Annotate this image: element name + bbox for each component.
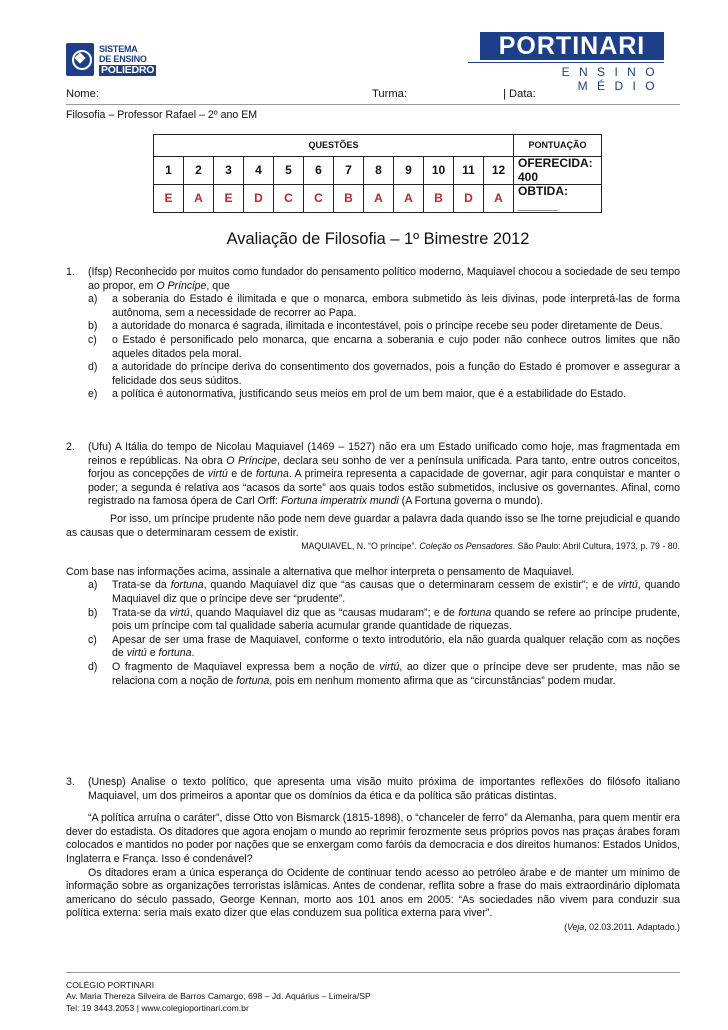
logo-line-2: DE ENSINO xyxy=(99,54,147,64)
answer-letter: A xyxy=(484,185,514,213)
question-number: 11 xyxy=(454,157,484,185)
answer-letter: A xyxy=(184,185,214,213)
option-text: Apesar de ser uma frase de Maquiavel, conforme o texto introdutório, ela não guarda qualquer relação com as noções de xyxy=(112,633,680,660)
option-text: , ao dizer que o príncipe deve ser prudente, mas não se relaciona com a noção de xyxy=(112,660,680,687)
text-paragraph-1: “A política arruína o caráter”, disse Otto von Bismarck (1815-1898), o “chanceler de ferro” da Alemanha, para quem mentir era dever do estadista. Os ditadores que agora enojam o mundo ao reprimir ferozmente seus próprios povos nas praças árabes foram colocados e mantidos no poder por nações que se enxergam como faróis da democracia e dos direitos humanos: Estados Unidos, Inglaterra e França. Isso é condenável? xyxy=(66,812,680,865)
obtida-score: OBTIDA: ______ xyxy=(514,185,602,213)
answer-key-table xyxy=(153,134,602,213)
question-3 xyxy=(66,776,680,935)
stem-italic: Fortuna imperatrix mundi xyxy=(280,495,399,508)
question-number: 10 xyxy=(424,157,454,185)
answer-letter: E xyxy=(154,185,184,213)
option-text: . xyxy=(191,647,195,660)
question-1-stem xyxy=(66,266,680,293)
answer-letter: B xyxy=(334,185,364,213)
option-letter: a) xyxy=(88,579,98,592)
question-number-label: 1. xyxy=(66,266,75,278)
option-text: , pois em nenhum momento afirma que as “circunstâncias” podem mudar. xyxy=(269,674,616,687)
answer-letter: D xyxy=(244,185,274,213)
quote-reference xyxy=(66,540,680,554)
option-italic: fortuna xyxy=(458,606,492,619)
answer-letter: C xyxy=(274,185,304,213)
ref-italic: Veja xyxy=(567,921,585,932)
exam-title: Avaliação de Filosofia – 1º Bimestre 2012 xyxy=(226,230,530,248)
header-divider xyxy=(66,104,680,105)
footer-divider xyxy=(66,972,680,973)
poliedro-emblem-icon xyxy=(66,43,94,76)
stem-italic: fortuna xyxy=(255,468,289,481)
option-letter: d) xyxy=(88,660,98,673)
question-number: 6 xyxy=(304,157,334,185)
option-text: a soberania do Estado é ilimitada e que o monarca, embora submetido às leis divinas, pode interpretá-las de forma autônoma, sem a necessidade de recorrer ao Papa. xyxy=(112,293,680,319)
portinari-logo xyxy=(468,32,664,93)
option-b xyxy=(66,320,680,334)
option-text: Trata-se da xyxy=(112,606,170,619)
option-text: e xyxy=(146,647,159,660)
ref-text: . São Paulo: Abril Cultura, 1973, p. 79 - 80. xyxy=(512,541,680,552)
footer-school: COLÉGIO PORTINARI xyxy=(66,980,155,990)
option-text: O fragmento de Maquiavel expressa bem a noção de xyxy=(112,660,380,673)
logo-rule xyxy=(468,62,664,63)
answer-letter: E xyxy=(214,185,244,213)
option-italic: fortuna xyxy=(158,647,192,660)
option-b xyxy=(66,607,680,634)
option-letter: d) xyxy=(88,361,98,374)
ref-text: ( xyxy=(564,921,567,932)
option-text: a autoridade do príncipe deriva do consentimento dos governados, pois a função do Estado é promover e assegurar a felicidade dos seus súditos. xyxy=(112,361,680,387)
turma-field: Turma: xyxy=(372,88,408,100)
question-2-stem xyxy=(66,441,680,509)
answer-letter: A xyxy=(364,185,394,213)
stem-text: , que xyxy=(206,279,230,292)
option-text: o Estado é personificado pelo monarca, que encarna a soberania e cujo poder não conhece outros limites que não aqueles ditados pela moral. xyxy=(112,333,680,360)
stem-italic: O Príncipe xyxy=(156,279,207,292)
question-number: 12 xyxy=(484,157,514,185)
option-e xyxy=(66,388,680,402)
course-line: Filosofia – Professor Rafael – 2º ano EM xyxy=(66,109,258,121)
stem-text: (Ufu) A Itália do tempo de Nicolau Maquiavel (1469 – 1527) não era um Estado unificado como hoje, mas fragmentada em reinos e repúblicas. Na obra xyxy=(88,441,680,467)
answer-letter: A xyxy=(394,185,424,213)
stem-italic: virtú xyxy=(207,468,228,481)
option-italic: fortuna xyxy=(236,674,270,687)
pontuacao-header: PONTUAÇÃO xyxy=(514,135,602,157)
option-text: quando se refere ao príncipe prudente, pois um príncipe com tal qualidade saberia acumular grande quantidade de riquezas. xyxy=(112,606,681,633)
option-italic: virtú xyxy=(126,647,147,660)
option-letter: b) xyxy=(88,606,98,619)
question-number: 1 xyxy=(154,157,184,185)
question-number: 8 xyxy=(364,157,394,185)
logo-line-1: SISTEMA xyxy=(99,44,138,54)
text-reference xyxy=(66,921,680,935)
option-text: a política é autonormativa, justificando seus meios em prol de um bem maior, que é a estabilidade do Estado. xyxy=(112,388,627,401)
question-1 xyxy=(66,266,680,402)
stem-text: (Unesp) Analise o texto político, que apresenta uma visão muito próxima de importantes reflexões do filósofo italiano Maquiavel, um dos primeiros a apontar que os domínios da ética e da política são práticas distintas. xyxy=(88,776,680,802)
portinari-name: PORTINARI xyxy=(480,32,664,60)
question-number: 4 xyxy=(244,157,274,185)
option-a xyxy=(66,579,680,606)
option-letter: c) xyxy=(88,633,97,646)
stem-italic: O Príncipe xyxy=(226,454,277,467)
question-number: 5 xyxy=(274,157,304,185)
question-number: 2 xyxy=(184,157,214,185)
quote: Por isso, um príncipe prudente não pode nem deve guardar a palavra dada quando isso se lhe torne prejudicial e quando as causas que o determinaram cessem de existir. xyxy=(66,512,680,539)
question-3-stem xyxy=(66,776,680,803)
footer-address: Av. Maria Thereza Silveira de Barros Camargo, 698 – Jd. Aquárius – Limeira/SP xyxy=(66,991,371,1002)
option-d xyxy=(66,661,680,688)
ref-italic: Coleção os Pensadores xyxy=(419,541,513,552)
ref-text: MAQUIAVEL, N. “O príncipe”. xyxy=(301,541,420,552)
option-letter: a) xyxy=(88,293,98,306)
option-text: , quando Maquiavel diz que “as causas que o determinaram cessem de existir”; e de xyxy=(203,579,618,592)
option-c xyxy=(66,634,680,661)
oferecida-score: OFERECIDA: 400 xyxy=(514,157,602,185)
stem-text: (A Fortuna governa o mundo). xyxy=(398,495,543,508)
question-2-prompt: Com base nas informações acima, assinale a alternativa que melhor interpreta o pensamento de Maquiavel. xyxy=(66,565,575,578)
questoes-header: QUESTÕES xyxy=(154,135,514,157)
stem-text: e de xyxy=(227,468,256,481)
option-italic: virtú xyxy=(169,606,190,619)
stem-text: . A primeira representa a capacidade de governar, agir para conquistar e manter o poder; a segunda é relativa aos “acasos da sorte” aos quais todos estão submetidos, inclusive os governantes. Afinal, como registrado na famosa ópera de Carl Orff: xyxy=(88,468,680,508)
option-text: Trata-se da xyxy=(112,579,171,592)
answer-letter: B xyxy=(424,185,454,213)
ref-text: , 02.03.2011. Adaptado.) xyxy=(584,921,680,932)
sistema-poliedro-logo xyxy=(66,43,176,79)
data-field: | Data: xyxy=(503,88,536,100)
text-paragraph-2: Os ditadores eram a única esperança do Ocidente de continuar tendo acesso ao petróleo árabe e de manter um mínimo de informação sobre as organizações terroristas islâmicas. Antes de condenar, reflita sobre a frase do mais extraordinário diplomata americano do século passado, George Kennan, morto aos 101 anos em 2005: “As sociedades não vivem para conduzir sua política externa: seria mais exato dizer que elas conduzem sua política externa para viver”. xyxy=(66,866,680,920)
option-italic: virtú xyxy=(617,579,638,592)
footer-contact: Tel: 19 3443.2053 | www.colegioportinari.com.br xyxy=(66,1002,249,1013)
option-a xyxy=(66,293,680,320)
question-2 xyxy=(66,441,680,688)
option-d xyxy=(66,361,680,388)
stem-text: (Ifsp) Reconhecido por muitos como fundador do pensamento político moderno, Maquiavel chocou a sociedade de seu tempo ao propor, em xyxy=(88,266,680,292)
footer xyxy=(66,980,371,1014)
question-number: 3 xyxy=(214,157,244,185)
option-letter: b) xyxy=(88,320,98,333)
option-letter: e) xyxy=(88,388,98,401)
option-letter: c) xyxy=(88,333,97,346)
option-text: , quando Maquiavel diz que as “causas mudaram”; e de xyxy=(189,606,459,619)
nome-field: Nome: xyxy=(66,88,99,100)
question-number-label: 2. xyxy=(66,441,75,453)
portinari-sub: ENSINO MÉDIO xyxy=(561,65,664,93)
option-italic: virtú xyxy=(379,660,400,673)
question-number: 9 xyxy=(394,157,424,185)
option-text: , quando Maquiavel diz que o príncipe deve ser “prudente”. xyxy=(112,579,680,605)
option-text: a autoridade do monarca é sagrada, ilimitada e incontestável, pois o príncipe recebe seu poder diretamente de Deus. xyxy=(112,320,663,333)
question-number-label: 3. xyxy=(66,776,75,788)
logo-line-3: POLIEDRO xyxy=(101,64,155,76)
question-number: 7 xyxy=(334,157,364,185)
answer-letter: D xyxy=(454,185,484,213)
answer-letter: C xyxy=(304,185,334,213)
stem-text: , declara seu sonho de ver a península unificada. Para tanto, entre outros conceitos, forjou as concepções de xyxy=(88,454,681,481)
option-c xyxy=(66,334,680,361)
option-italic: fortuna xyxy=(170,579,204,592)
